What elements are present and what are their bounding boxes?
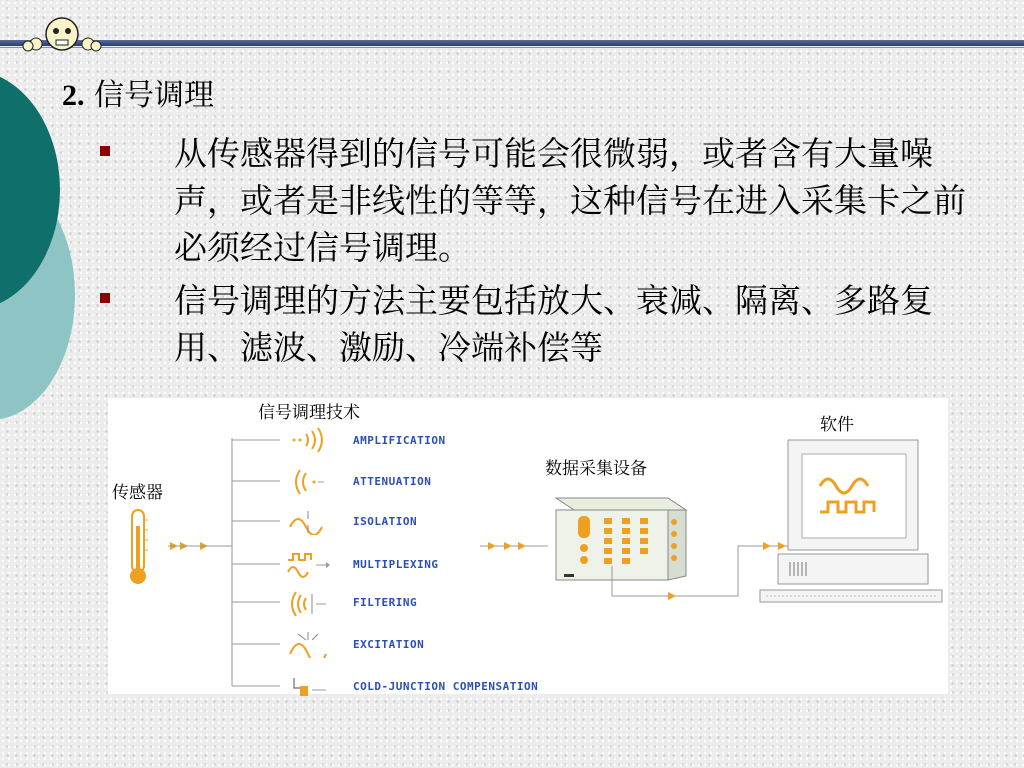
bullet-text: 信号调理的方法主要包括放大、衰减、隔离、多路复用、滤波、激励、冷端补偿等 [174,281,933,367]
technique-label: AMPLIFICATION [353,434,446,447]
attenuation-icon [286,468,332,496]
header-rule-thin [0,47,1024,48]
thermometer-icon [130,510,148,584]
heading-text: 信号调理 [94,78,215,113]
isolation-icon [286,507,332,535]
diagram-title: 信号调理技术 [258,403,360,423]
daq-device-icon [556,498,686,580]
bullet-square-icon [100,293,110,303]
slide-heading [62,70,214,114]
signal-conditioning-diagram [108,398,948,694]
mascot-logo [22,14,102,52]
excitation-icon [286,630,332,658]
bullet-square-icon [100,146,110,156]
technique-label: ISOLATION [353,515,418,528]
daq-label: 数据采集设备 [545,459,647,479]
header-rule [0,40,1024,46]
filtering-icon [286,590,332,618]
amplification-icon [286,426,332,454]
cold-junction-icon [286,672,332,700]
technique-label: COLD-JUNCTION COMPENSATION [353,680,539,693]
computer-icon [760,440,942,602]
heading-number: 2. [62,79,85,112]
sensor-label: 传感器 [112,483,163,503]
technique-label: MULTIPLEXING [353,558,439,571]
bullet-text: 从传感器得到的信号可能会很微弱，或者含有大量噪声，或者是非线性的等等，这种信号在进入采集卡之前必须经过信号调理。 [174,134,966,267]
diagram-connectors [108,398,948,694]
multiplexing-icon [286,550,332,578]
technique-label: EXCITATION [353,638,425,651]
technique-label: ATTENUATION [353,475,432,488]
software-label: 软件 [820,415,854,435]
technique-label: FILTERING [353,596,418,609]
